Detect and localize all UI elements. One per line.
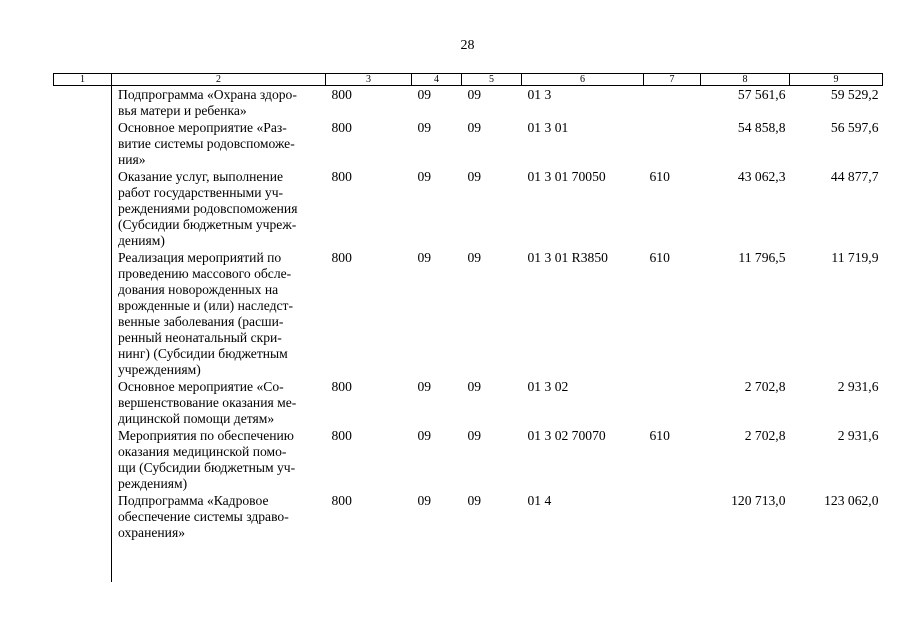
target-code: 01 3 01 <box>527 120 569 135</box>
expense-type-code <box>644 378 701 427</box>
column-header: 3 <box>326 74 412 86</box>
amount-col8: 2 702,8 <box>744 428 786 443</box>
row-number-cell <box>54 378 112 427</box>
target-code: 01 3 02 70070 <box>527 428 606 443</box>
row-number-cell <box>54 119 112 168</box>
table-continuation <box>54 541 883 582</box>
row-number-cell <box>54 168 112 249</box>
section-code: 09 <box>417 428 432 443</box>
expense-type-code <box>644 492 701 541</box>
table-row <box>54 427 883 492</box>
ministry-code: 800 <box>331 250 352 265</box>
item-name: Подпрограмма «Кадровое обеспечение системы здраво- охранения» <box>118 493 289 540</box>
amount-col8: 54 858,8 <box>737 120 786 135</box>
column-header: 4 <box>412 74 462 86</box>
target-code: 01 3 01 R3850 <box>527 250 608 265</box>
item-name: Основное мероприятие «Раз- витие системы родовспоможе- ния» <box>118 120 295 167</box>
subsection-code: 09 <box>467 493 482 508</box>
column-header: 2 <box>112 74 326 86</box>
table-row <box>54 378 883 427</box>
target-code: 01 3 <box>527 87 552 102</box>
empty-cell <box>701 541 790 582</box>
section-code: 09 <box>417 169 432 184</box>
column-header: 7 <box>644 74 701 86</box>
table-row <box>54 249 883 378</box>
section-code: 09 <box>417 87 432 102</box>
column-header: 9 <box>790 74 883 86</box>
subsection-code: 09 <box>467 169 482 184</box>
table-row <box>54 168 883 249</box>
expense-type-code <box>644 119 701 168</box>
empty-cell <box>522 541 644 582</box>
empty-cell <box>644 541 701 582</box>
column-header: 1 <box>54 74 112 86</box>
column-numbers-row <box>54 74 883 86</box>
expense-type-code <box>644 86 701 120</box>
column-header: 8 <box>701 74 790 86</box>
section-code: 09 <box>417 379 432 394</box>
amount-col8: 120 713,0 <box>731 493 786 508</box>
item-name: Оказание услуг, выполнение работ государственными уч- реждениями родовспоможения (Субсидии бюджетным учреж- дениям) <box>118 169 298 248</box>
row-number-cell <box>54 541 112 582</box>
amount-col9: 56 597,6 <box>830 120 879 135</box>
expense-type-code: 610 <box>649 250 670 265</box>
target-code: 01 4 <box>527 493 552 508</box>
target-code: 01 3 02 <box>527 379 569 394</box>
ministry-code: 800 <box>331 120 352 135</box>
ministry-code: 800 <box>331 87 352 102</box>
amount-col9: 123 062,0 <box>824 493 879 508</box>
column-header: 6 <box>522 74 644 86</box>
page-number: 28 <box>460 38 475 53</box>
ministry-code: 800 <box>331 493 352 508</box>
ministry-code: 800 <box>331 379 352 394</box>
amount-col9: 44 877,7 <box>830 169 879 184</box>
amount-col9: 2 931,6 <box>837 379 879 394</box>
row-number-cell <box>54 492 112 541</box>
item-name: Подпрограмма «Охрана здоро- вья матери и ребенка» <box>118 87 297 118</box>
subsection-code: 09 <box>467 250 482 265</box>
table-row <box>54 86 883 120</box>
ministry-code: 800 <box>331 169 352 184</box>
empty-cell <box>112 541 326 582</box>
ministry-code: 800 <box>331 428 352 443</box>
table-row <box>54 119 883 168</box>
section-code: 09 <box>417 120 432 135</box>
table-row <box>54 492 883 541</box>
empty-cell <box>790 541 883 582</box>
amount-col8: 43 062,3 <box>737 169 786 184</box>
amount-col9: 11 719,9 <box>831 250 879 265</box>
expense-type-code: 610 <box>649 428 670 443</box>
expense-type-code: 610 <box>649 169 670 184</box>
item-name: Мероприятия по обеспечению оказания медицинской помо- щи (Субсидии бюджетным уч- реждениям) <box>118 428 296 491</box>
subsection-code: 09 <box>467 120 482 135</box>
budget-table <box>53 73 883 582</box>
amount-col8: 11 796,5 <box>738 250 786 265</box>
section-code: 09 <box>417 250 432 265</box>
amount-col8: 57 561,6 <box>737 87 786 102</box>
row-number-cell <box>54 86 112 120</box>
amount-col9: 59 529,2 <box>830 87 879 102</box>
empty-cell <box>412 541 462 582</box>
empty-cell <box>326 541 412 582</box>
subsection-code: 09 <box>467 428 482 443</box>
target-code: 01 3 01 70050 <box>527 169 606 184</box>
item-name: Реализация мероприятий по проведению массового обсле- дования новорожденных на врожденные и (или) наследст- венные заболевания (расши- ренный неонатальный скри- нинг) (Субсидии бюджетным учреждениям) <box>118 250 293 377</box>
amount-col9: 2 931,6 <box>837 428 879 443</box>
empty-cell <box>462 541 522 582</box>
item-name: Основное мероприятие «Со- вершенствование оказания ме- дицинской помощи детям» <box>118 379 297 426</box>
section-code: 09 <box>417 493 432 508</box>
column-header: 5 <box>462 74 522 86</box>
subsection-code: 09 <box>467 87 482 102</box>
amount-col8: 2 702,8 <box>744 379 786 394</box>
subsection-code: 09 <box>467 379 482 394</box>
row-number-cell <box>54 249 112 378</box>
row-number-cell <box>54 427 112 492</box>
